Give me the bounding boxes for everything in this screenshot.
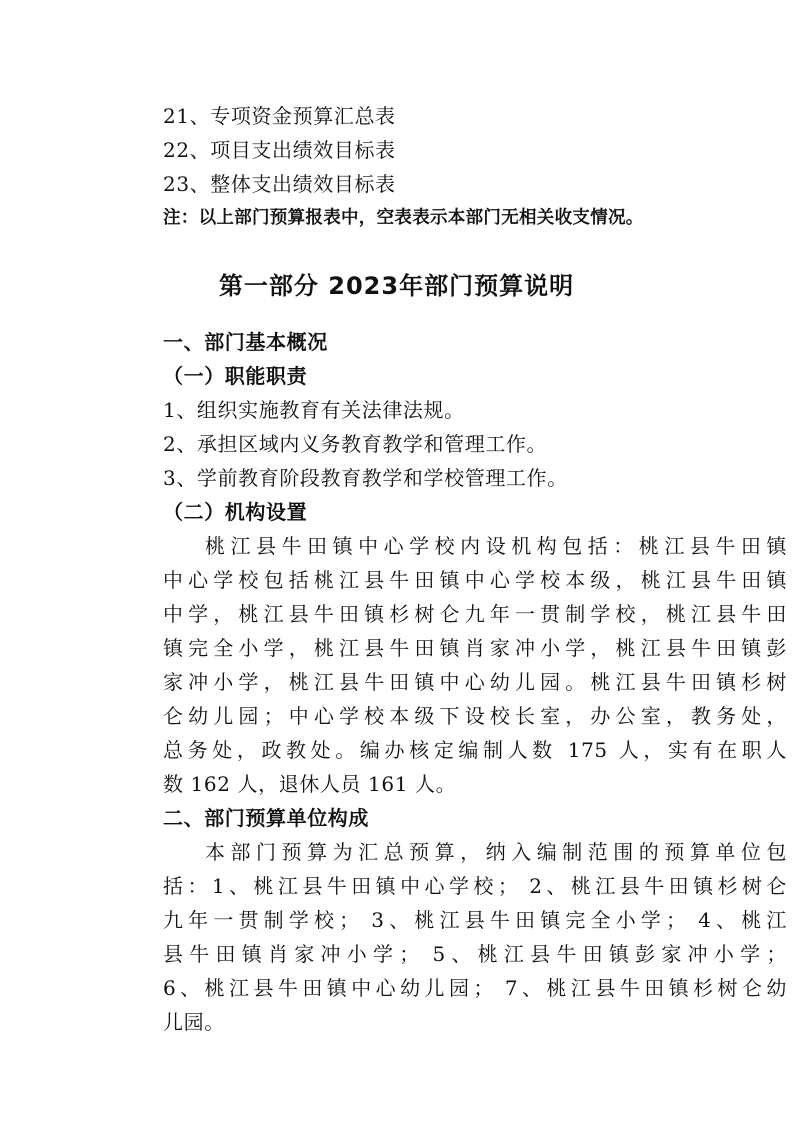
paragraph-line: 中学，桃江县牛田镇杉树仑九年一贯制学校，桃江县牛田 [163,602,787,626]
paragraph-line: 6、桃江县牛田镇中心幼儿园； 7、桃江县牛田镇杉树仑幼 [163,976,787,1000]
paragraph-line: 括：1、桃江县牛田镇中心学校； 2、桃江县牛田镇杉树仑 [163,874,787,898]
paragraph-line: 仑幼儿园；中心学校本级下设校长室，办公室，教务处， [163,704,787,728]
duty-item: 1、组织实施教育有关法律法规。 [163,398,465,422]
subsection-heading: （一）职能职责 [163,364,308,388]
paragraph-line: 中心学校包括桃江县牛田镇中心学校本级，桃江县牛田镇 [163,568,787,592]
part-title: 第一部分 2023年部门预算说明 [218,272,575,300]
subsection-heading: （二）机构设置 [163,500,308,524]
section-heading: 一、部门基本概况 [163,330,328,354]
paragraph-line: 家冲小学，桃江县牛田镇中心幼儿园。桃江县牛田镇杉树 [163,670,787,694]
paragraph-line: 桃江县牛田镇中心学校内设机构包括：桃江县牛田镇 [205,534,787,558]
table-list-item: 21、专项资金预算汇总表 [163,104,396,128]
paragraph-line: 总务处，政教处。编办核定编制人数 175 人，实有在职人 [163,738,787,762]
table-list-item: 23、整体支出绩效目标表 [163,172,396,196]
duty-item: 3、学前教育阶段教育教学和学校管理工作。 [163,466,568,490]
paragraph-line: 县牛田镇肖家冲小学； 5、桃江县牛田镇彭家冲小学； [163,942,787,966]
table-list-item: 22、项目支出绩效目标表 [163,138,396,162]
paragraph-line: 镇完全小学，桃江县牛田镇肖家冲小学，桃江县牛田镇彭 [163,636,787,660]
paragraph-line: 本部门预算为汇总预算，纳入编制范围的预算单位包 [205,840,787,864]
note-text: 注：以上部门预算报表中，空表表示本部门无相关收支情况。 [163,208,644,228]
paragraph-line: 九年一贯制学校； 3、桃江县牛田镇完全小学； 4、桃江 [163,908,787,932]
paragraph-line: 儿园。 [163,1010,225,1034]
section-heading: 二、部门预算单位构成 [163,806,369,830]
duty-item: 2、承担区域内义务教育教学和管理工作。 [163,432,548,456]
paragraph-line: 数 162 人，退休人员 161 人。 [163,772,457,796]
